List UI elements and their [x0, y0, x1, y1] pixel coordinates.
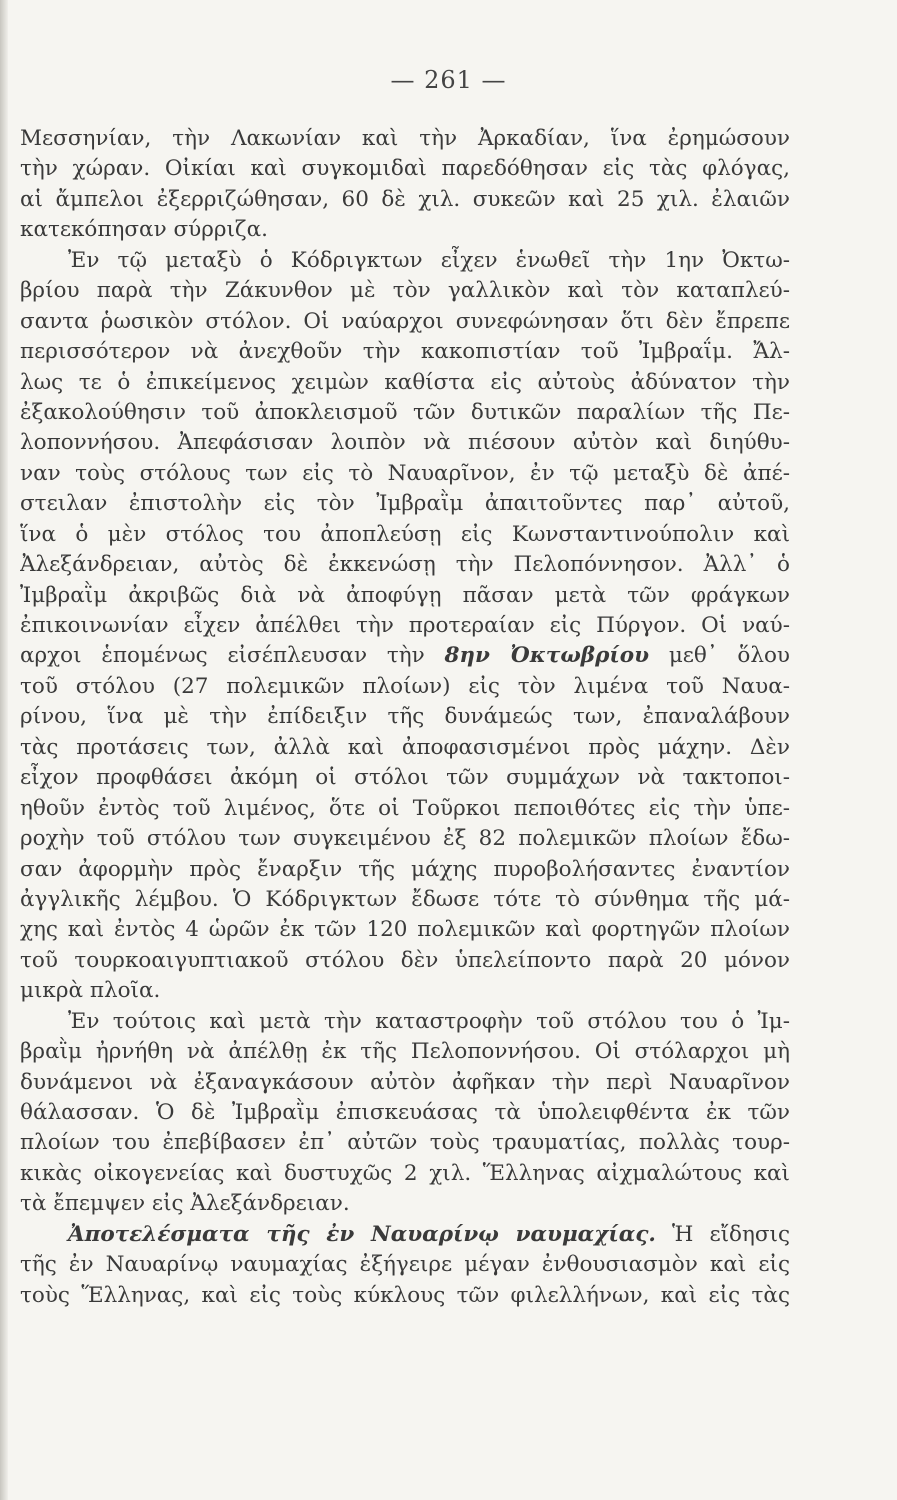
text-line: στειλαν ἐπιστολὴν εἰς τὸν Ἰμβραῒμ ἀπαιτοῦντες παρ᾿ αὐτοῦ, — [20, 491, 790, 517]
text-line: αἱ ἄμπελοι ἐξερριζώθησαν, 60 δὲ χιλ. συκεῶν καὶ 25 χιλ. ἐλαιῶν — [20, 186, 790, 212]
paragraph-start-line: Ἐν τῷ μεταξὺ ὁ Κόδριγκτων εἶχεν ἑνωθεῖ τὴν 1ην Ὀκτω- — [68, 247, 790, 273]
text-line: τῆς ἐν Ναυαρίνῳ ναυμαχίας ἐξήγειρε μέγαν ἐνθουσιασμὸν καὶ εἰς — [20, 1252, 790, 1278]
text-fragment: μεθ᾿ ὅλου — [649, 643, 790, 669]
text-line: ναν τοὺς στόλους των εἰς τὸ Ναυαρῖνον, ἐν τῷ μεταξὺ δὲ ἀπέ- — [20, 460, 790, 486]
body-text — [20, 124, 790, 1311]
text-line: ρίνου, ἵνα μὲ τὴν ἐπίδειξιν τῆς δυνάμεώς των, ἐπαναλάβουν — [20, 704, 790, 730]
page-number: — 261 — — [390, 66, 507, 94]
text-line: πλοίων του ἐπεβίβασεν ἐπ᾿ αὐτῶν τοὺς τραυματίας, πολλὰς τουρ- — [20, 1130, 790, 1156]
text-line: τὴν χώραν. Οἰκίαι καὶ συγκομιδαὶ παρεδόθησαν εἰς τὰς φλόγας, — [20, 156, 790, 182]
emphasized-date: 8ην Ὀκτωβρίου — [444, 643, 650, 669]
text-line: χης καὶ ἐντὸς 4 ὡρῶν ἐκ τῶν 120 πολεμικῶν καὶ φορτηγῶν πλοίων — [20, 917, 790, 943]
text-line: τοῦ στόλου (27 πολεμικῶν πλοίων) εἰς τὸν λιμένα τοῦ Ναυα- — [20, 673, 790, 699]
text-line: μικρὰ πλοῖα. — [20, 978, 161, 1004]
text-line: σαν ἀφορμὴν πρὸς ἔναρξιν τῆς μάχης πυροβολήσαντες ἐναντίον — [20, 856, 790, 882]
text-line: περισσότερον νὰ ἀνεχθοῦν τὴν κακοπιστίαν τοῦ Ἰμβραΐμ. Ἄλ- — [20, 339, 790, 365]
text-fragment: αρχοι ἑπομένως εἰσέπλευσαν τὴν — [20, 643, 445, 669]
text-line: εἶχον προφθάσει ἀκόμη οἱ στόλοι τῶν συμμάχων νὰ τακτοποι- — [20, 765, 790, 791]
text-line: βραῒμ ἠρνήθη νὰ ἀπέλθῃ ἐκ τῆς Πελοποννήσου. Οἱ στόλαρχοι μὴ — [20, 1039, 790, 1065]
text-line: Μεσσηνίαν, τὴν Λακωνίαν καὶ τὴν Ἀρκαδίαν, ἵνα ἐρημώσουν — [20, 126, 790, 151]
text-line: ηθοῦν ἐντὸς τοῦ λιμένος, ὅτε οἱ Τοῦρκοι πεποιθότες εἰς τὴν ὑπε- — [20, 795, 790, 821]
text-line: θάλασσαν. Ὁ δὲ Ἰμβραῒμ ἐπισκευάσας τὰ ὑπολειφθέντα ἐκ τῶν — [20, 1100, 790, 1125]
text-line: ἀγγλικῆς λέμβου. Ὁ Κόδριγκτων ἔδωσε τότε τὸ σύνθημα τῆς μά- — [20, 886, 790, 912]
text-line: λως τε ὁ ἐπικείμενος χειμὼν καθίστα εἰς αὐτοὺς ἀδύνατον τὴν — [20, 369, 790, 395]
text-line: τὰ ἔπεμψεν εἰς Ἀλεξάνδρειαν. — [20, 1191, 350, 1217]
section-heading-line — [20, 1220, 790, 1250]
text-fragment: Ἡ εἴδησις — [655, 1221, 790, 1247]
text-line: ἐπικοινωνίαν εἶχεν ἀπέλθει τὴν προτεραίαν εἰς Πύργον. Οἱ ναύ- — [20, 613, 790, 638]
section-heading: Ἀποτελέσματα τῆς ἐν Ναυαρίνῳ ναυμαχίας. — [68, 1221, 656, 1247]
text-line: ροχὴν τοῦ στόλου των συγκειμένου ἐξ 82 πολεμικῶν πλοίων ἔδω- — [20, 826, 790, 852]
text-line-with-date — [20, 641, 790, 671]
text-line: κατεκόπησαν σύρριζα. — [20, 217, 268, 243]
paragraph-start-line: Ἐν τούτοις καὶ μετὰ τὴν καταστροφὴν τοῦ στόλου του ὁ Ἰμ- — [68, 1008, 790, 1034]
page-gutter-shadow — [0, 0, 8, 1500]
text-line: τοῦ τουρκοαιγυπτιακοῦ στόλου δὲν ὑπελείποντο παρὰ 20 μόνον — [20, 947, 790, 973]
text-line: Ἀλεξάνδρειαν, αὐτὸς δὲ ἐκκενώσῃ τὴν Πελοπόννησον. Ἀλλ᾿ ὁ — [20, 552, 790, 578]
text-line: τοὺς Ἕλληνας, καὶ εἰς τοὺς κύκλους τῶν φιλελλήνων, καὶ εἰς τὰς — [20, 1282, 790, 1308]
text-line: κικὰς οἰκογενείας καὶ δυστυχῶς 2 χιλ. Ἕλληνας αἰχμαλώτους καὶ — [20, 1160, 790, 1186]
text-line: ἵνα ὁ μὲν στόλος του ἀποπλεύσῃ εἰς Κωνσταντινούπολιν καὶ — [20, 521, 790, 547]
text-line: λοποννήσου. Ἀπεφάσισαν λοιπὸν νὰ πιέσουν αὐτὸν καὶ διηύθυ- — [20, 430, 790, 456]
text-line: Ἰμβραῒμ ἀκριβῶς διὰ νὰ ἀποφύγῃ πᾶσαν μετὰ τῶν φράγκων — [20, 582, 790, 608]
text-line: δυνάμενοι νὰ ἐξαναγκάσουν αὐτὸν ἀφῆκαν τὴν περὶ Ναυαρῖνον — [20, 1069, 790, 1095]
text-line: ἐξακολούθησιν τοῦ ἀποκλεισμοῦ τῶν δυτικῶν παραλίων τῆς Πε- — [20, 399, 790, 425]
text-line: βρίου παρὰ τὴν Ζάκυνθον μὲ τὸν γαλλικὸν καὶ τὸν καταπλεύ- — [20, 278, 790, 304]
text-line: τὰς προτάσεις των, ἀλλὰ καὶ ἀποφασισμένοι πρὸς μάχην. Δὲν — [20, 734, 790, 760]
text-line: σαντα ῥωσικὸν στόλον. Οἱ ναύαρχοι συνεφώνησαν ὅτι δὲν ἔπρεπε — [20, 308, 790, 334]
